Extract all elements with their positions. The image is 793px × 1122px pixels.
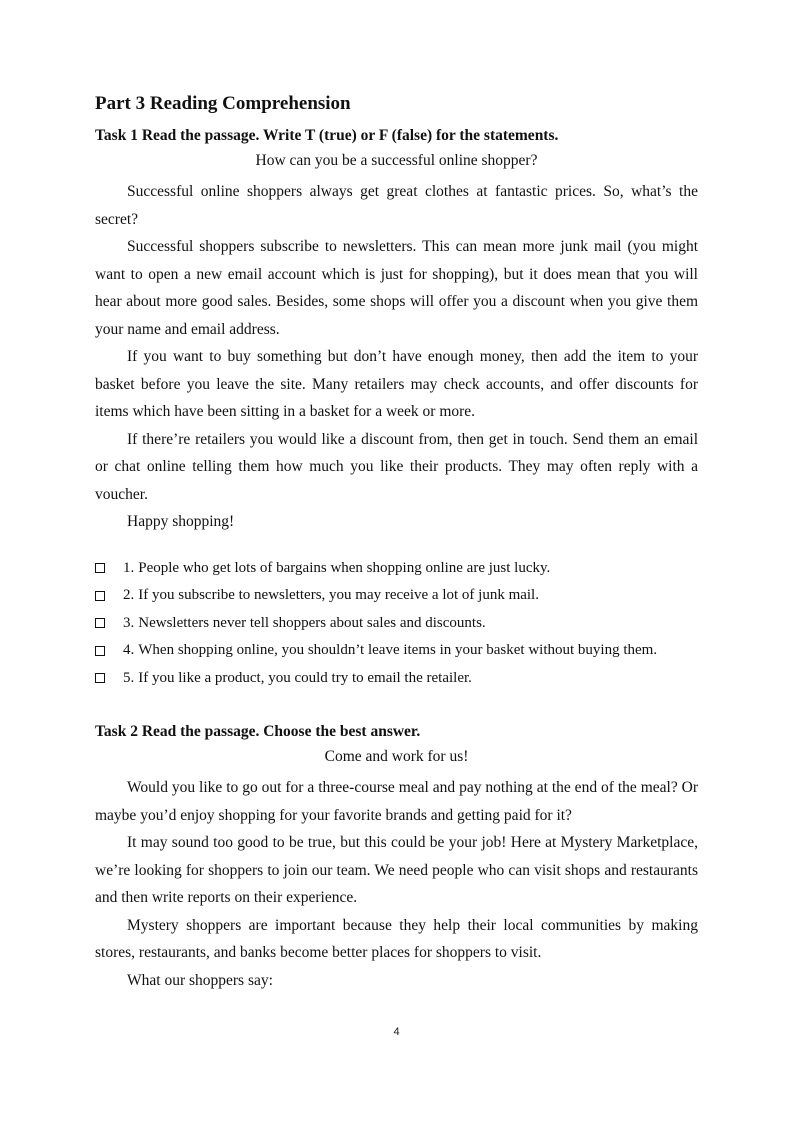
statement-number: 3. (123, 614, 135, 631)
page-number: 4 (393, 1026, 400, 1038)
task2-section (95, 721, 698, 994)
statement-number: 2. (123, 587, 135, 603)
task2-title: Task 2 Read the passage. Choose the best answer. (95, 723, 421, 740)
task1-paragraph: If there’re retailers you would like a discount from, then get in touch. Send them an email or chat online telling them how much you like their products. They may often reply with a voucher. (95, 430, 698, 503)
statement-item (95, 555, 698, 583)
task2-paragraph: It may sound too good to be true, but this could be your job! Here at Mystery Marketplace, we’re looking for shoppers to join our team. We need people who can visit shops and restaurants and then write reports on their experience. (95, 834, 698, 906)
task1-section (95, 125, 698, 692)
statement-list (95, 555, 698, 693)
statement-text: Newsletters never tell shoppers about sales and discounts. (138, 614, 486, 631)
task1-paragraph: If you want to buy something but don’t have enough money, then add the item to your basket before you leave the site. Many retailers may check accounts, and offer discounts for items which have been sitting in a basket for a week or more. (95, 348, 698, 420)
statement-item (95, 665, 698, 693)
statement-text: When shopping online, you shouldn’t leave items in your basket without buying them. (138, 642, 658, 658)
task1-paragraph: Happy shopping! (127, 513, 235, 530)
answer-checkbox[interactable] (95, 591, 105, 601)
task1-paragraph: Successful shoppers subscribe to newsletters. This can mean more junk mail (you might want to open a new email account which is just for shopping), but it does mean that you will hear about more good sales. Besides, some shops will offer you a discount when you give them your name and email address. (95, 238, 698, 338)
statement-number: 4. (123, 642, 135, 658)
task1-passage-title: How can you be a successful online shopper? (255, 152, 538, 169)
answer-checkbox[interactable] (95, 618, 105, 628)
statement-text: If you like a product, you could try to email the retailer. (138, 669, 472, 686)
part-title: Part 3 Reading Comprehension (95, 93, 351, 114)
statement-number: 1. (123, 559, 135, 576)
statement-text: If you subscribe to newsletters, you may receive a lot of junk mail. (138, 587, 539, 603)
task2-passage-title: Come and work for us! (324, 748, 469, 765)
task1-title: Task 1 Read the passage. Write T (true) or F (false) for the statements. (95, 127, 559, 144)
task2-paragraph: Mystery shoppers are important because they help their local communities by making stores, restaurants, and banks become better places for shoppers to visit. (95, 916, 698, 961)
task1-paragraph: Successful online shoppers always get great clothes at fantastic prices. So, what’s the secret? (95, 183, 698, 228)
statement-item (95, 610, 698, 638)
statement-item (95, 637, 698, 665)
statement-text: People who get lots of bargains when shopping online are just lucky. (138, 559, 551, 576)
answer-checkbox[interactable] (95, 673, 105, 683)
statement-number: 5. (123, 669, 135, 686)
document-page (95, 92, 698, 994)
task2-paragraph: What our shoppers say: (127, 971, 273, 989)
task2-paragraph: Would you like to go out for a three-course meal and pay nothing at the end of the meal? Or maybe you’d enjoy shopping for your favorite brands and getting paid for it? (95, 779, 698, 824)
statement-item (95, 582, 698, 610)
answer-checkbox[interactable] (95, 563, 105, 573)
answer-checkbox[interactable] (95, 646, 105, 656)
